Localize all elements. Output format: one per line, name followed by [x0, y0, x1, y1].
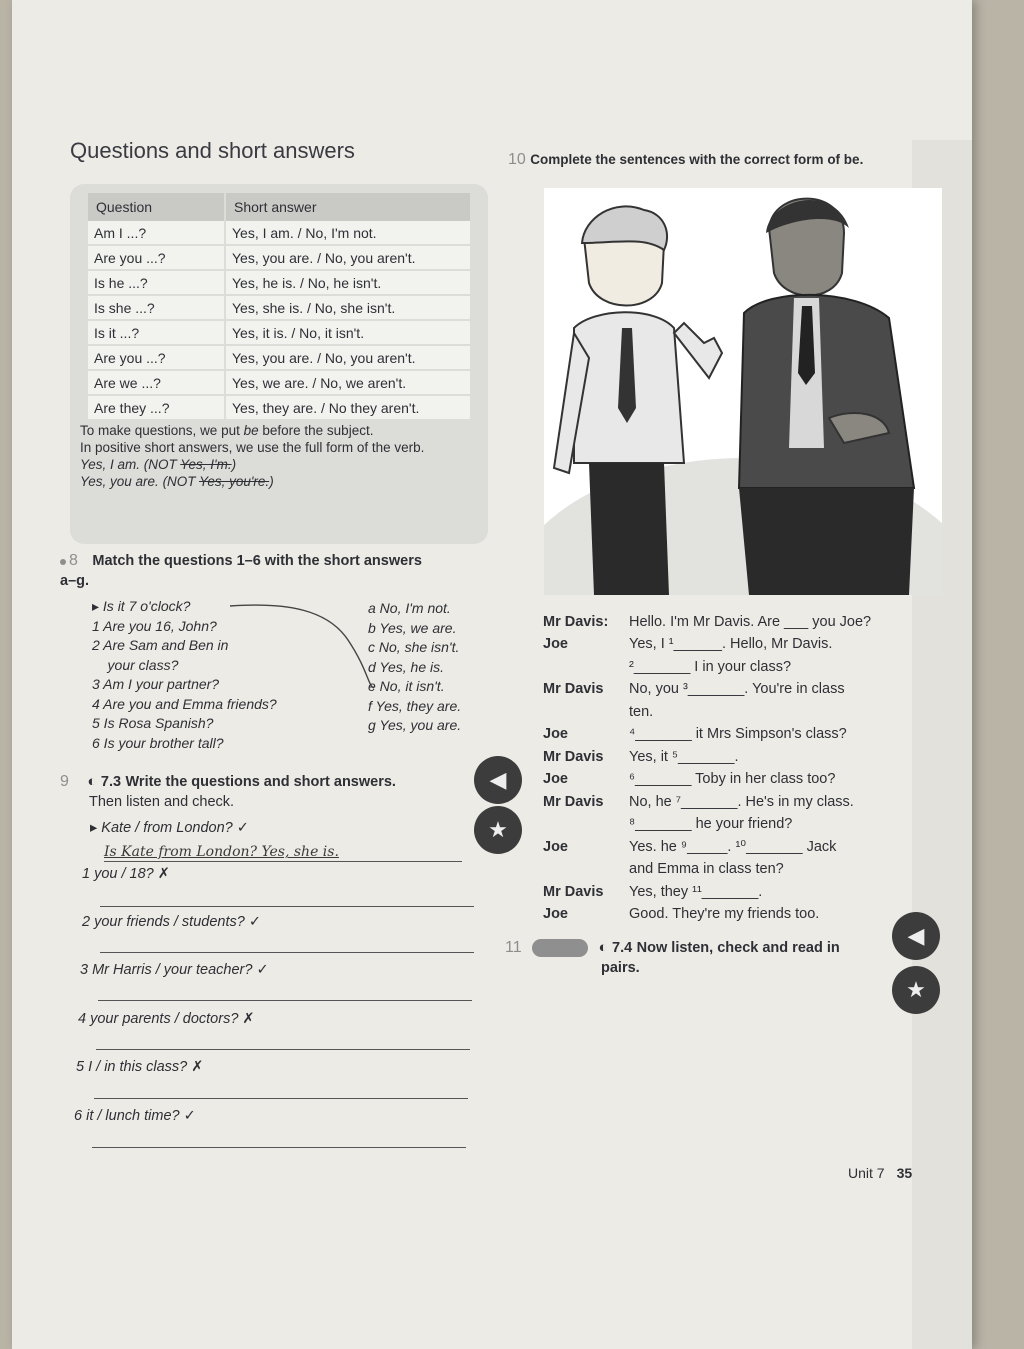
note-em: be [243, 423, 259, 438]
list-item: c No, she isn't. [368, 639, 460, 655]
list-item: f Yes, they are. [368, 697, 462, 714]
speaker: Mr Davis [543, 748, 604, 765]
table-cell: Yes, he is. / No, he isn't. [225, 270, 470, 295]
dialogue-row [543, 720, 929, 743]
list-item: 4 Are you and Emma friends? [92, 695, 277, 712]
dialogue-text: ⁶_______ Toby in her class too? [629, 771, 836, 787]
list-item: your class? [92, 656, 179, 673]
exercise-instruction: Now listen, check and read in [636, 940, 840, 956]
table-row [88, 320, 470, 345]
table-row [88, 370, 470, 395]
dialogue-row [543, 832, 929, 855]
table-cell: Yes, it is. / No, it isn't. [225, 320, 470, 345]
speaker: Mr Davis [543, 793, 604, 810]
star-button[interactable] [474, 806, 522, 854]
list-item: g Yes, you are. [368, 717, 462, 733]
dialogue-row [543, 810, 929, 833]
speaker: Mr Davis [543, 681, 604, 697]
note-example-2 [80, 473, 470, 490]
grammar-table [88, 193, 470, 421]
example-not: (NOT [158, 474, 200, 489]
answer-line[interactable] [94, 1078, 468, 1099]
list-item: 2 Are Sam and Ben in [92, 637, 229, 653]
dialogue-text: No, you ³_______. You're in class [629, 681, 845, 697]
table-cell: Yes, they are. / No they aren't. [225, 395, 470, 420]
star-icon: ★ [906, 977, 926, 1002]
exercise-9-heading [60, 772, 480, 812]
speaker: Joe [543, 838, 568, 855]
answer-line[interactable] [100, 932, 474, 953]
dialogue-text: ⁴_______ it Mrs Simpson's class? [629, 726, 847, 742]
speaker: Joe [543, 771, 568, 787]
dialogue-text: Good. They're my friends too. [629, 906, 820, 922]
list-item: e No, it isn't. [368, 678, 445, 694]
page-number: 35 [896, 1165, 913, 1181]
dialogue-row [543, 697, 929, 720]
dialogue-row [543, 652, 929, 675]
exercise-instruction: Write the questions and short answers. [125, 774, 396, 790]
dialogue-text: ten. [629, 703, 654, 720]
table-cell: Are you ...? [88, 245, 225, 270]
example-close: ) [269, 474, 274, 489]
ex9-item: 5 I / in this class? ✗ [76, 1059, 204, 1075]
track-number: 7.4 [612, 940, 633, 956]
audio-speaker-button[interactable] [474, 756, 522, 804]
table-row [88, 345, 470, 370]
table-cell: Is she ...? [88, 295, 225, 320]
ex10-dialogue [543, 607, 929, 922]
dialogue-row [543, 630, 929, 653]
dialogue-row [543, 900, 929, 923]
table-cell: Yes, you are. / No, you aren't. [225, 245, 470, 270]
table-row [88, 221, 470, 245]
exercise-8-heading [60, 551, 440, 591]
illustration-teacher-and-student [544, 188, 942, 595]
dialogue-row [543, 877, 929, 900]
ex9-item: 6 it / lunch time? ✓ [74, 1108, 196, 1124]
dialogue-row [543, 742, 929, 765]
table-row [88, 295, 470, 320]
dialogue-text: Yes, I ¹______. Hello, Mr Davis. [629, 636, 833, 652]
ex9-item: 4 your parents / doctors? ✗ [78, 1011, 255, 1027]
speaker: Joe [543, 636, 568, 652]
dialogue-row [543, 607, 929, 630]
answer-line [104, 861, 462, 862]
answer-line[interactable] [100, 886, 474, 907]
list-item: 5 Is Rosa Spanish? [92, 715, 214, 731]
audio-track-icon: ◐ [87, 773, 97, 790]
answer-line[interactable] [92, 1127, 466, 1148]
list-item: d Yes, he is. [368, 658, 445, 675]
answer-line[interactable] [96, 1029, 470, 1050]
exercise-11-heading [505, 938, 905, 978]
exercise-number: 10 [508, 151, 526, 168]
dialogue-row [543, 855, 929, 878]
matching-line-drawing [228, 600, 376, 692]
exercise-number: 8 [69, 552, 78, 569]
speaker: Mr Davis: [543, 613, 609, 630]
note-line-2: In positive short answers, we use the full form of the verb. [80, 440, 425, 455]
table-cell: Are you ...? [88, 345, 225, 370]
page-title: Questions and short answers [70, 138, 355, 163]
note-text: before the subject. [258, 423, 374, 438]
unit-label: Unit 7 [848, 1165, 885, 1181]
dialogue-text: No, he ⁷_______. He's in my class. [629, 793, 854, 810]
table-cell: Yes, I am. / No, I'm not. [225, 221, 470, 245]
example-text: Yes, you are. [80, 474, 159, 489]
grammar-note [80, 422, 470, 490]
list-item: 1 Are you 16, John? [92, 617, 217, 634]
dialogue-text: ²_______ I in your class? [629, 658, 792, 675]
table-cell: Am I ...? [88, 221, 225, 245]
table-cell: Yes, she is. / No, she isn't. [225, 295, 470, 320]
table-row [88, 270, 470, 295]
dialogue-row [543, 787, 929, 810]
table-header-short-answer: Short answer [225, 193, 470, 221]
example-text: Yes, I am. [80, 457, 141, 472]
exercise-number: 11 [505, 939, 522, 956]
table-cell: Yes, we are. / No, we aren't. [225, 370, 470, 395]
table-cell: Is it ...? [88, 320, 225, 345]
dialogue-text: Yes. he ⁹_____. ¹⁰_______ Jack [629, 838, 837, 855]
dialogue-row [543, 765, 929, 788]
ex9-item: 2 your friends / students? ✓ [82, 914, 261, 930]
speaker: Joe [543, 906, 568, 922]
dialogue-text: Yes, it ⁵_______. [629, 748, 739, 765]
ex9-example-answer: Is Kate from London? Yes, she is. [104, 844, 339, 860]
dialogue-text: Hello. I'm Mr Davis. Are ___ you Joe? [629, 613, 872, 630]
speaker: Mr Davis [543, 883, 604, 900]
star-icon: ★ [488, 817, 508, 842]
ex9-item: 3 Mr Harris / your teacher? ✓ [80, 962, 269, 978]
track-number: 7.3 [100, 774, 122, 790]
people-illustration [544, 188, 942, 595]
dialogue-text: ⁸_______ he your friend? [629, 816, 793, 832]
list-item: 3 Am I your partner? [92, 676, 220, 692]
list-item: ▸ Is it 7 o'clock? [92, 598, 191, 614]
star-button[interactable] [892, 966, 940, 1014]
speaker-icon: ◀ [907, 923, 925, 948]
dialogue-text: Yes, they ¹¹_______. [629, 883, 763, 900]
table-cell: Are we ...? [88, 370, 225, 395]
note-text: To make questions, we put [80, 423, 244, 438]
speech-bubble-icon [532, 939, 588, 957]
list-item: 6 Is your brother tall? [92, 734, 224, 751]
answer-line[interactable] [98, 980, 472, 1001]
audio-speaker-button[interactable] [892, 912, 940, 960]
example-not: (NOT [140, 457, 181, 472]
dialogue-row [543, 675, 929, 698]
audio-track-icon: ◐ [598, 939, 608, 956]
example-struck: Yes, I'm. [180, 457, 232, 472]
exercise-10-heading [508, 151, 908, 168]
example-struck: Yes, you're. [199, 474, 270, 489]
speaker-icon: ◀ [489, 767, 507, 792]
exercise-number: 9 [60, 773, 69, 790]
page-footer [848, 1165, 912, 1181]
exercise-instruction: Match the questions 1–6 with the short answers a–g. [60, 553, 422, 589]
list-item: a No, I'm not. [368, 600, 451, 616]
list-item: b Yes, we are. [368, 619, 457, 636]
table-row [88, 245, 470, 270]
table-cell: Yes, you are. / No, you aren't. [225, 345, 470, 370]
exercise-instruction-2: pairs. [601, 960, 640, 976]
exercise-instruction-2: Then listen and check. [89, 794, 235, 810]
note-example-1 [80, 456, 470, 473]
speaker: Joe [543, 726, 568, 742]
exercise-instruction: Complete the sentences with the correct form of be. [530, 152, 864, 167]
ex9-item: 1 you / 18? ✗ [82, 866, 170, 882]
ex8-answers [368, 599, 461, 736]
difficulty-dot-icon [60, 559, 66, 565]
table-row [88, 395, 470, 420]
table-cell: Is he ...? [88, 270, 225, 295]
note-line-1 [80, 422, 470, 439]
example-close: ) [231, 457, 237, 472]
dialogue-text: and Emma in class ten? [629, 861, 784, 877]
table-header-question: Question [88, 193, 225, 221]
table-cell: Are they ...? [88, 395, 225, 420]
ex9-example-prompt: ▸ Kate / from London? ✓ [90, 820, 249, 836]
